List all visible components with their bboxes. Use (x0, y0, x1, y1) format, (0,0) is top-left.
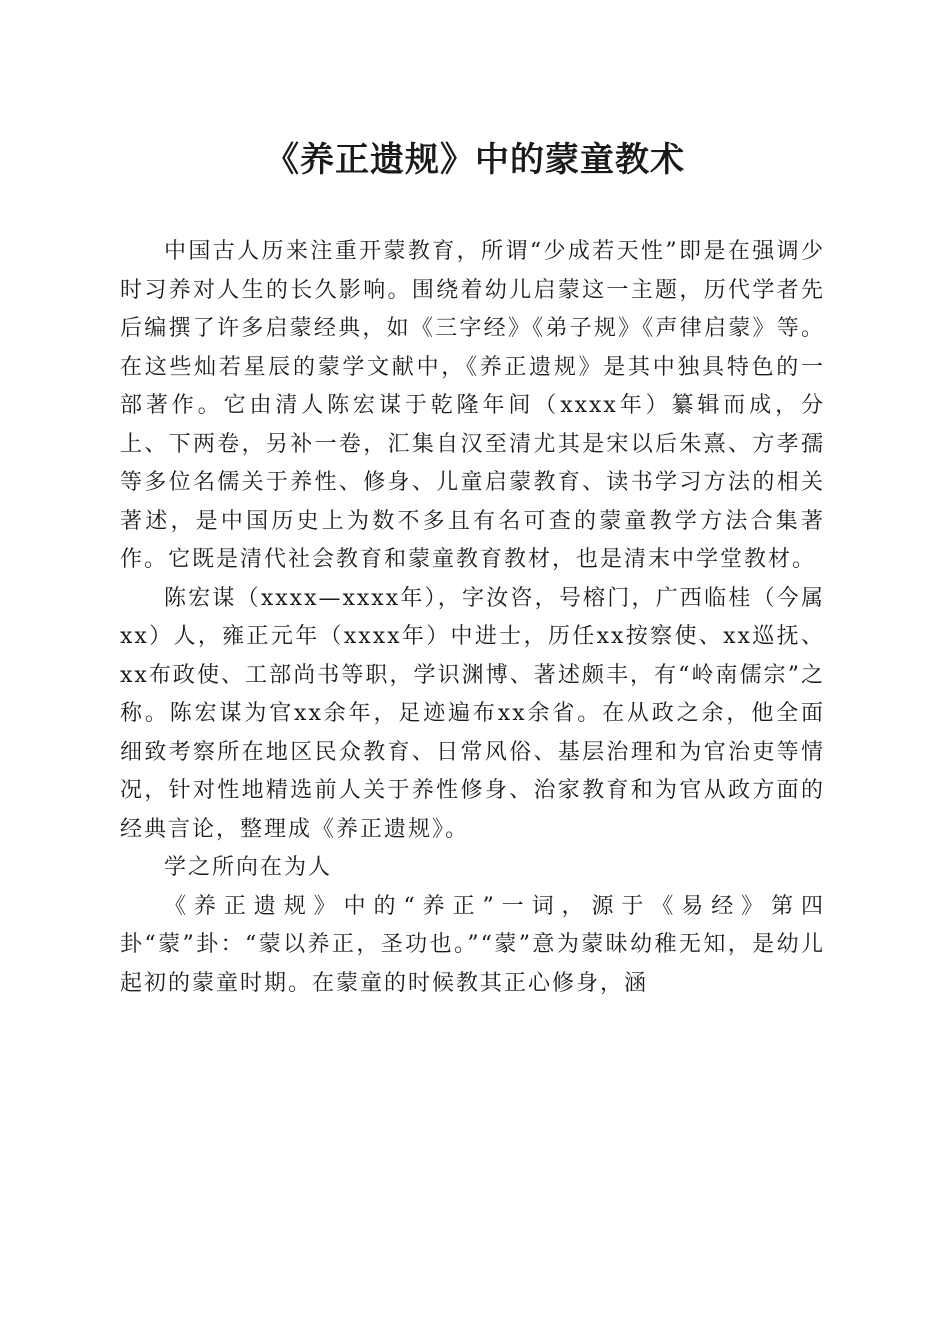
document-body (120, 233, 825, 1003)
paragraph-intro: 中国古人历来注重开蒙教育，所谓“少成若天性”即是在强调少时习养对人生的长久影响。围绕着幼儿启蒙这一主题，历代学者先后编撰了许多启蒙经典，如《三字经》《弟子规》《声律启蒙》等。在这些灿若星辰的蒙学文献中，《养正遗规》是其中独具特色的一部著作。它由清人陈宏谋于乾隆年间（xxxx年）纂辑而成，分上、下两卷，另补一卷，汇集自汉至清尤其是宋以后朱熹、方孝孺等多位名儒关于养性、修身、儿童启蒙教育、读书学习方法的相关著述，是中国历史上为数不多且有名可查的蒙童教学方法合集著作。它既是清代社会教育和蒙童教育教材，也是清末中学堂教材。 (120, 239, 825, 572)
section-heading: 学之所向在为人 (164, 855, 333, 880)
paragraph-biography: 陈宏谋（xxxx—xxxx年），字汝咨，号榕门，广西临桂（今属xx）人，雍正元年（xxxx年）中进士，历任xx按察使、xx巡抚、xx布政使、工部尚书等职，学识渊博、著述颇丰，有“岭南儒宗”之称。陈宏谋为官xx余年，足迹遍布xx余省。在从政之余，他全面细致考察所在地区民众教育、日常风俗、基层治理和为官治吏等情况，针对性地精选前人关于养性修身、治家教育和为官从政方面的经典言论，整理成《养正遗规》。 (120, 585, 825, 842)
document-title: 《养正遗规》中的蒙童教术 (265, 140, 685, 180)
paragraph-yangzheng: 《养正遗规》中的“养正”一词，源于《易经》第四卦“蒙”卦：“蒙以养正，圣功也。”“蒙”意为蒙昧幼稚无知，是幼儿起初的蒙童时期。在蒙童的时候教其正心修身，涵 (120, 893, 825, 996)
